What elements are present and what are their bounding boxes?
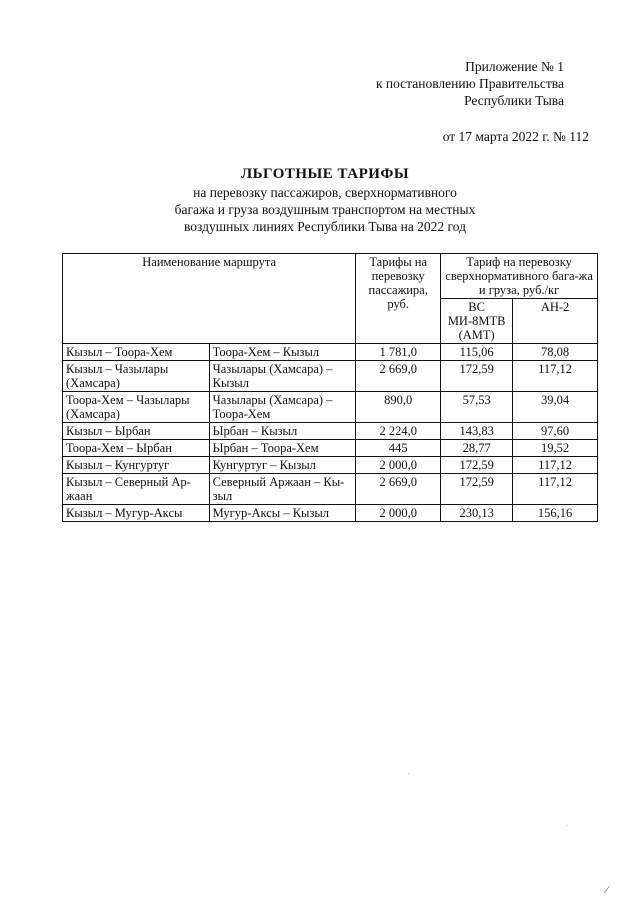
table-row bbox=[63, 392, 598, 423]
route-back-cell: Ырбан – Кызыл bbox=[209, 423, 356, 440]
route-back-cell: Ырбан – Тоора-Хем bbox=[209, 440, 356, 457]
an2-cargo-fare-cell: 117,12 bbox=[513, 457, 598, 474]
resolution-date: от 17 марта 2022 г. № 112 bbox=[442, 129, 589, 144]
route-to-cell: Кызыл – Ырбан bbox=[63, 423, 210, 440]
passenger-fare-cell: 1 781,0 bbox=[356, 344, 441, 361]
route-back-cell: Тоора-Хем – Кызыл bbox=[209, 344, 356, 361]
table-row bbox=[63, 474, 598, 505]
table-row bbox=[63, 440, 598, 457]
table-row bbox=[63, 505, 598, 522]
mi8-cargo-fare-cell: 172,59 bbox=[441, 361, 513, 392]
mi8-cargo-fare-cell: 172,59 bbox=[441, 457, 513, 474]
header-mi8: ВС МИ-8МТВ (АМТ) bbox=[441, 299, 513, 344]
title-sub-line: багажа и груза воздушным транспортом на местных bbox=[174, 202, 476, 217]
table-row bbox=[63, 361, 598, 392]
appendix-header bbox=[376, 58, 564, 109]
mi8-cargo-fare-cell: 230,13 bbox=[441, 505, 513, 522]
appendix-republic: Республики Тыва bbox=[464, 93, 564, 108]
document-title bbox=[130, 165, 520, 235]
header-passenger: Тарифы на перевозку пассажира, руб. bbox=[356, 254, 441, 344]
route-to-cell: Кызыл – Чазылары (Хамсара) bbox=[63, 361, 210, 392]
scan-speck: . bbox=[408, 770, 410, 776]
an2-cargo-fare-cell: 156,16 bbox=[513, 505, 598, 522]
passenger-fare-cell: 2 000,0 bbox=[356, 457, 441, 474]
passenger-fare-cell: 2 224,0 bbox=[356, 423, 441, 440]
route-back-cell: Чазылары (Хамсара) – Кызыл bbox=[209, 361, 356, 392]
title-sub-line: воздушных линиях Республики Тыва на 2022 год bbox=[183, 219, 466, 234]
header-cargo: Тариф на перевозку сверхнормативного бага-жа и груза, руб./кг bbox=[441, 254, 598, 299]
appendix-resolution: к постановлению Правительства bbox=[375, 76, 564, 91]
an2-cargo-fare-cell: 117,12 bbox=[513, 361, 598, 392]
route-to-cell: Кызыл – Северный Ар-жаан bbox=[63, 474, 210, 505]
route-back-cell: Мугур-Аксы – Кызыл bbox=[209, 505, 356, 522]
title-sub-line: на перевозку пассажиров, сверхнормативного bbox=[193, 185, 457, 200]
scan-speck: . bbox=[567, 822, 569, 828]
route-to-cell: Тоора-Хем – Чазылары (Хамсара) bbox=[63, 392, 210, 423]
route-to-cell: Кызыл – Тоора-Хем bbox=[63, 344, 210, 361]
passenger-fare-cell: 2 000,0 bbox=[356, 505, 441, 522]
passenger-fare-cell: 445 bbox=[356, 440, 441, 457]
an2-cargo-fare-cell: 117,12 bbox=[513, 474, 598, 505]
mi8-cargo-fare-cell: 28,77 bbox=[441, 440, 513, 457]
route-back-cell: Чазылары (Хамсара) – Тоора-Хем bbox=[209, 392, 356, 423]
passenger-fare-cell: 890,0 bbox=[356, 392, 441, 423]
table-row bbox=[63, 457, 598, 474]
table-row bbox=[63, 344, 598, 361]
an2-cargo-fare-cell: 78,08 bbox=[513, 344, 598, 361]
appendix-number: Приложение № 1 bbox=[465, 59, 564, 74]
table-body bbox=[63, 344, 598, 522]
passenger-fare-cell: 2 669,0 bbox=[356, 474, 441, 505]
an2-cargo-fare-cell: 39,04 bbox=[513, 392, 598, 423]
title-main: ЛЬГОТНЫЕ ТАРИФЫ bbox=[240, 166, 410, 182]
scan-mark: ∕ bbox=[606, 884, 608, 896]
route-back-cell: Кунгуртуг – Кызыл bbox=[209, 457, 356, 474]
tariff-table bbox=[62, 253, 598, 522]
route-to-cell: Тоора-Хем – Ырбан bbox=[63, 440, 210, 457]
mi8-cargo-fare-cell: 172,59 bbox=[441, 474, 513, 505]
header-route: Наименование маршрута bbox=[63, 254, 356, 344]
route-to-cell: Кызыл – Кунгуртуг bbox=[63, 457, 210, 474]
an2-cargo-fare-cell: 19,52 bbox=[513, 440, 598, 457]
mi8-cargo-fare-cell: 115,06 bbox=[441, 344, 513, 361]
table-header-row bbox=[63, 254, 598, 299]
passenger-fare-cell: 2 669,0 bbox=[356, 361, 441, 392]
mi8-cargo-fare-cell: 57,53 bbox=[441, 392, 513, 423]
an2-cargo-fare-cell: 97,60 bbox=[513, 423, 598, 440]
route-to-cell: Кызыл – Мугур-Аксы bbox=[63, 505, 210, 522]
mi8-cargo-fare-cell: 143,83 bbox=[441, 423, 513, 440]
header-an2: АН-2 bbox=[513, 299, 598, 344]
table-row bbox=[63, 423, 598, 440]
route-back-cell: Северный Аржаан – Кы-зыл bbox=[209, 474, 356, 505]
